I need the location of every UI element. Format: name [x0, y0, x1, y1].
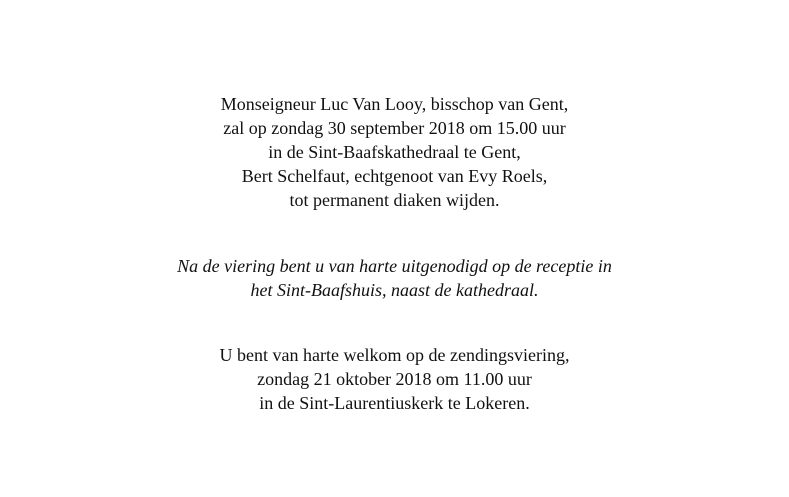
announcement-line: Bert Schelfaut, echtgenoot van Evy Roels, — [241, 166, 548, 186]
reception-invitation — [0, 254, 789, 302]
reception-line: het Sint-Baafshuis, naast de kathedraal. — [250, 280, 539, 300]
announcement-line: tot permanent diaken wijden. — [289, 190, 500, 210]
mission-line: zondag 21 oktober 2018 om 11.00 uur — [257, 369, 532, 389]
ordination-announcement — [0, 92, 789, 212]
announcement-line: Monseigneur Luc Van Looy, bisschop van Gent, — [220, 94, 569, 114]
mission-line: U bent van harte welkom op de zendingsviering, — [219, 345, 570, 365]
mission-celebration — [0, 343, 789, 415]
announcement-line: zal op zondag 30 september 2018 om 15.00 uur — [223, 118, 566, 138]
mission-line: in de Sint-Laurentiuskerk te Lokeren. — [259, 393, 530, 413]
reception-line: Na de viering bent u van harte uitgenodigd op de receptie in — [177, 256, 612, 276]
announcement-line: in de Sint-Baafskathedraal te Gent, — [268, 142, 521, 162]
